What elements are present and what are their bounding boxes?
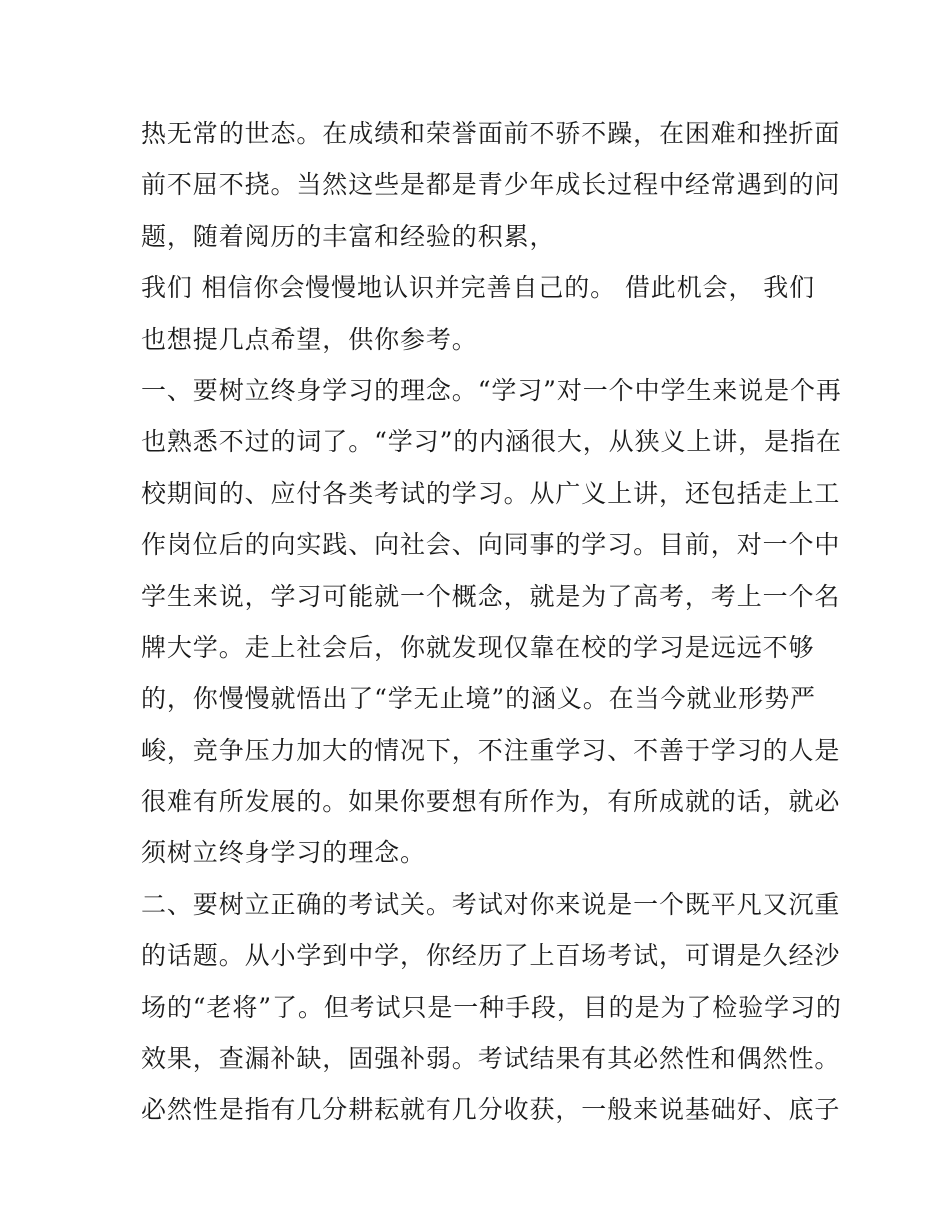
text-line: 牌大学。走上社会后，你就发现仅靠在校的学习是远远不够 (141, 632, 815, 662)
text-line: 须树立终身学习的理念。 (141, 838, 426, 868)
text-line: 也想提几点希望，供你参考。 (141, 324, 478, 354)
text-line: 学生来说，学习可能就一个概念，就是为了高考，考上一个名 (141, 581, 841, 611)
text-line: 很难有所发展的。如果你要想有所作为，有所成就的话，就必 (141, 787, 841, 817)
text-line: 必然性是指有几分耕耘就有几分收获，一般来说基础好、底子 (141, 1095, 841, 1125)
text-line: 也熟悉不过的词了。“学习”的内涵很大，从狭义上讲，是指在 (141, 427, 842, 457)
text-line: 校期间的、应付各类考试的学习。从广义上讲，还包括走上工 (141, 478, 841, 508)
text-line: 作岗位后的向实践、向社会、向同事的学习。目前，对一个中 (141, 530, 841, 560)
text-line: 效果，查漏补缺，固强补弱。考试结果有其必然性和偶然性。 (141, 1044, 841, 1074)
text-line: 前不屈不挠。当然这些是都是青少年成长过程中经常遇到的问 (141, 170, 841, 200)
text-line: 场的“老将”了。但考试只是一种手段，目的是为了检验学习的 (141, 992, 842, 1022)
text-line: 的，你慢慢就悟出了“学无止境”的涵义。在当今就业形势严 (141, 684, 816, 714)
text-line: 题，随着阅历的丰富和经验的积累， (141, 221, 556, 251)
text-line: 峻，竞争压力加大的情况下，不注重学习、不善于学习的人是 (141, 735, 841, 765)
text-line: 一、要树立终身学习的理念。“学习”对一个中学生来说是个再 (141, 375, 842, 405)
text-line: 的话题。从小学到中学，你经历了上百场考试，可谓是久经沙 (141, 941, 841, 971)
body-text (141, 108, 842, 1136)
text-line: 热无常的世态。在成绩和荣誉面前不骄不躁，在困难和挫折面 (141, 119, 841, 148)
text-line: 我们 相信你会慢慢地认识并完善自己的。 借此机会， 我们 (141, 273, 816, 303)
text-line: 二、要树立正确的考试关。考试对你来说是一个既平凡又沉重 (141, 889, 841, 919)
